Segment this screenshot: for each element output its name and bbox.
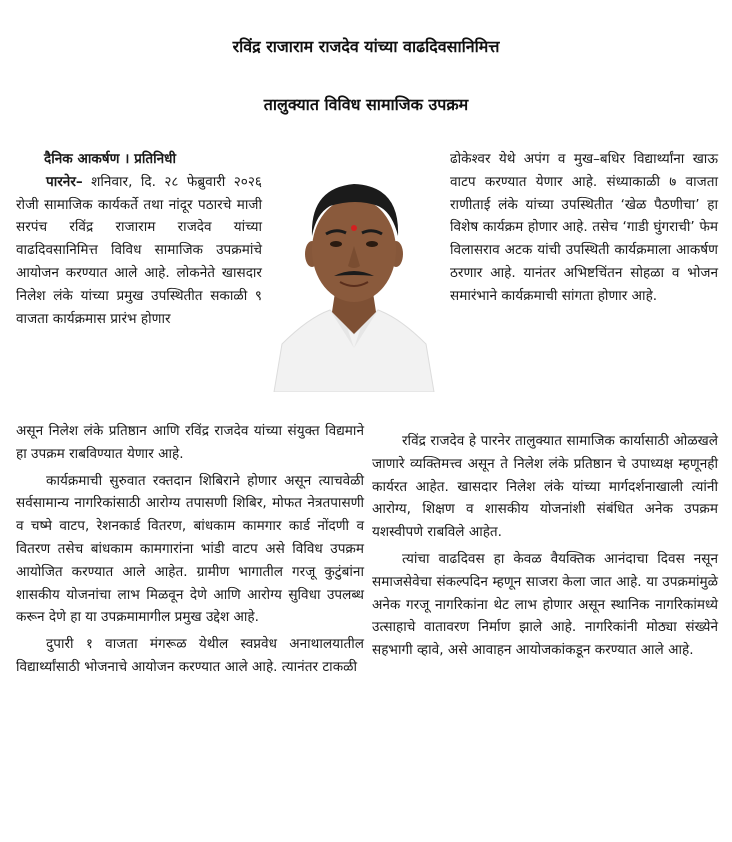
paragraph-1-top-text: शनिवार, दि. २८ फेब्रुवारी २०२६ रोजी सामाजिक कार्यकर्ते तथा नांदूर पठारचे माजी सरपंच रविंद्र राजाराम राजदेव यांच्या वाढदिवसानिमित्त विविध सामाजिक उपक्रमांचे आयोजन करण्यात आले आहे. लोकनेते खासदार निलेश लंके यांच्या प्रमुख उपस्थितीत सकाळी ९ वाजता कार्यक्रमास प्रारंभ होणार: [16, 173, 262, 327]
right-paragraph-2: रविंद्र राजदेव हे पारनेर तालुक्यात सामाजिक कार्यासाठी ओळखले जाणारे व्यक्तिमत्त्व असून ते निलेश लंके प्रतिष्ठान चे उपाध्यक्ष म्हणूनही कार्यरत आहेत. खासदार निलेश लंके यांच्या मार्गदर्शनाखाली त्यांनी आरोग्य, शिक्षण व शासकीय योजनांशी संबंधित अनेक उपक्रम यशस्वीपणे राबविले आहेत.: [372, 433, 718, 541]
paragraph-1-top: [16, 171, 262, 331]
portrait-photo: [268, 158, 440, 392]
headline-line-2: तालुक्यात विविध सामाजिक उपक्रम: [263, 95, 469, 114]
paragraph-1-rest: असून निलेश लंके प्रतिष्ठान आणि रविंद्र राजदेव यांच्या संयुक्त विद्यमाने हा उपक्रम राबविण्यात येणार आहे.: [16, 423, 364, 462]
right-column-top: [450, 148, 718, 308]
right-column-bottom: [372, 430, 718, 662]
paragraph-2: कार्यक्रमाची सुरुवात रक्तदान शिबिराने होणार असून त्याचवेळी सर्वसामान्य नागरिकांसाठी आरोग्य तपासणी शिबिर, मोफत नेत्रतपासणी व चष्मे वाटप, रेशनकार्ड वितरण, बांधकाम कामगार कार्ड नोंदणी व वितरण तसेच बांधकाम कामगारांना भांडी वाटप असे विविध उपक्रम आयोजित करण्यात आले आहेत. ग्रामीण भागातील गरजू कुटुंबांना शासकीय योजनांचा लाभ मिळवून देणे आणि आरोग्य सुविधा उपलब्ध करून देणे हा या उपक्रमामागील प्रमुख उद्देश आहे.: [16, 472, 364, 626]
left-column-top: [16, 148, 262, 330]
headline-line-1: रविंद्र राजाराम राजदेव यांच्या वाढदिवसानिमित्त: [232, 37, 500, 56]
left-column-bottom: [16, 420, 364, 679]
right-paragraph-3: त्यांचा वाढदिवस हा केवळ वैयक्तिक आनंदाचा दिवस नसून समाजसेवेचा संकल्पदिन म्हणून साजरा केला जात आहे. या उपक्रमांमुळे अनेक गरजू नागरिकांना थेट लाभ होणार असून स्थानिक नागरिकांमध्ये उत्साहाचे वातावरण निर्माण झाले आहे. नागरिकांनी मोठ्या संख्येने सहभागी व्हावे, असे आवाहन आयोजकांकडून करण्यात आले आहे.: [372, 550, 718, 659]
paragraph-3: दुपारी १ वाजता मंगरूळ येथील स्वप्नवेध अनाथालयातील विद्यार्थ्यांसाठी भोजनाचे आयोजन करण्यात आले आहे. त्यानंतर टाकळी: [16, 636, 364, 675]
portrait-illustration: [268, 158, 440, 392]
right-paragraph-1: ढोकेश्वर येथे अपंग व मुख–बधिर विद्यार्थ्यांना खाऊ वाटप करण्यात येणार आहे. संध्याकाळी ७ वाजता राणीताई लंके यांच्या उपस्थितीत ‘खेळ पैठणीचा’ हा विशेष कार्यक्रम होणार आहे. तसेच ‘गाडी घुंगराची’ फेम विलासराव अटक यांची उपस्थिती कार्यक्रमाला आकर्षण ठरणार आहे. यानंतर अभिष्टचिंतन सोहळा व भोजन समारंभाने कार्यक्रमाची सांगता होणार आहे.: [450, 151, 718, 304]
byline: दैनिक आकर्षण । प्रतिनिधी: [44, 151, 177, 167]
dateline-place: पारनेर–: [46, 173, 83, 190]
